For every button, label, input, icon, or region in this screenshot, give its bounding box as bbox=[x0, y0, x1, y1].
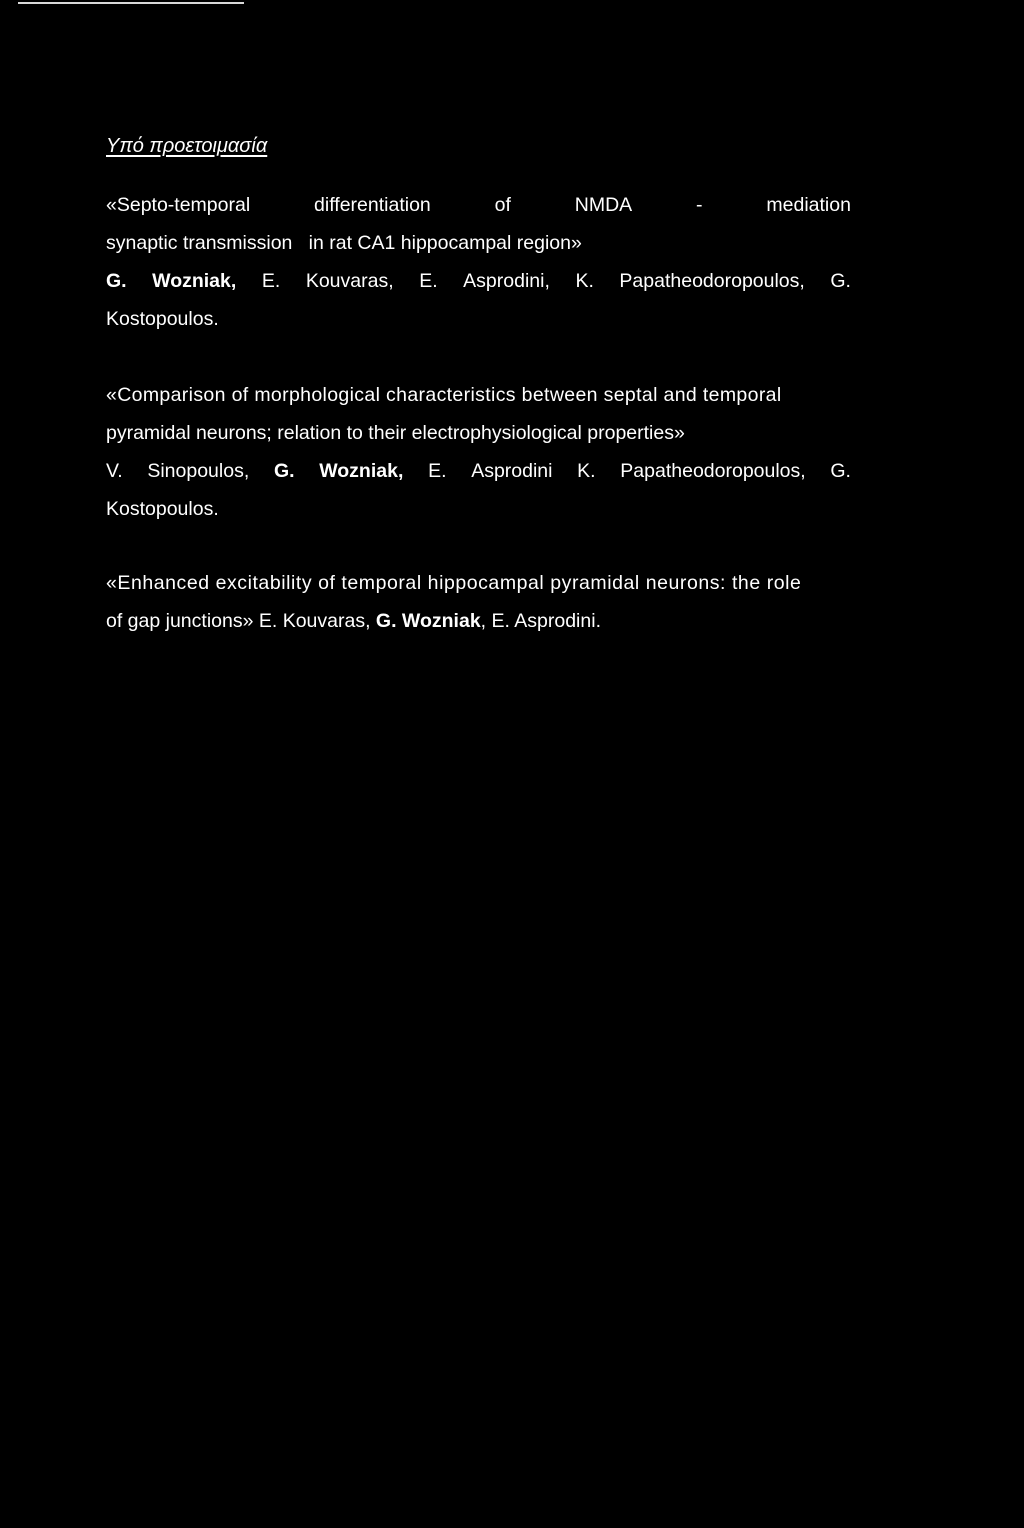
author-initial: G. bbox=[830, 270, 851, 292]
author-name: Wozniak, bbox=[152, 270, 237, 292]
author-highlighted: G. Wozniak bbox=[375, 610, 481, 632]
entry-2-title-line-2: pyramidal neurons; relation to their electrophysiological properties» bbox=[106, 422, 685, 444]
author-name: Papatheodoropoulos, bbox=[620, 460, 806, 482]
author-initial: K. bbox=[575, 270, 594, 292]
author-name: Asprodini, bbox=[463, 270, 550, 292]
author-initial: E. bbox=[419, 270, 438, 292]
author-name: Wozniak, bbox=[319, 460, 404, 482]
entry-3-authors-rest: , E. Asprodini. bbox=[480, 610, 601, 632]
author-name: Papatheodoropoulos, bbox=[619, 270, 805, 292]
entry-1-authors-line-1 bbox=[106, 268, 851, 294]
entry-1-authors-line-2: Kostopoulos. bbox=[106, 308, 219, 330]
author-name: Kouvaras, bbox=[305, 270, 394, 292]
title-word: mediation bbox=[766, 194, 851, 216]
title-word: of bbox=[494, 194, 511, 216]
entry-2-authors-line-2: Kostopoulos. bbox=[106, 498, 219, 520]
entry-3-line-2 bbox=[106, 608, 851, 634]
author-initial: G. bbox=[273, 460, 295, 482]
entry-2-title-line-1: «Comparison of morphological characteristics between septal and temporal bbox=[106, 384, 782, 406]
author-initial: E. bbox=[261, 270, 281, 292]
author-initial: K. bbox=[577, 460, 596, 482]
author-initial: E. bbox=[428, 460, 447, 482]
section-heading: Υπό προετοιμασία bbox=[106, 135, 268, 157]
title-word: NMDA bbox=[574, 194, 633, 216]
author-name: Sinopoulos, bbox=[147, 460, 250, 482]
entry-2-authors-line-1 bbox=[106, 458, 851, 484]
top-rule bbox=[18, 2, 244, 4]
author-name: Asprodini bbox=[471, 460, 553, 482]
title-word: «Septo-temporal bbox=[106, 194, 251, 216]
author-initial: V. bbox=[106, 460, 123, 482]
entry-1-title-line-1 bbox=[106, 192, 851, 218]
author-initial: G. bbox=[830, 460, 851, 482]
title-word: - bbox=[696, 194, 703, 216]
entry-3-title-end-and-author: of gap junctions» E. Kouvaras, bbox=[106, 610, 376, 632]
entry-1-title-line-2: synaptic transmission in rat CA1 hippocampal region» bbox=[106, 232, 582, 254]
entry-3-title-line-1: «Enhanced excitability of temporal hippocampal pyramidal neurons: the role bbox=[106, 572, 802, 594]
author-initial: G. bbox=[106, 270, 127, 292]
title-word: differentiation bbox=[314, 194, 431, 216]
